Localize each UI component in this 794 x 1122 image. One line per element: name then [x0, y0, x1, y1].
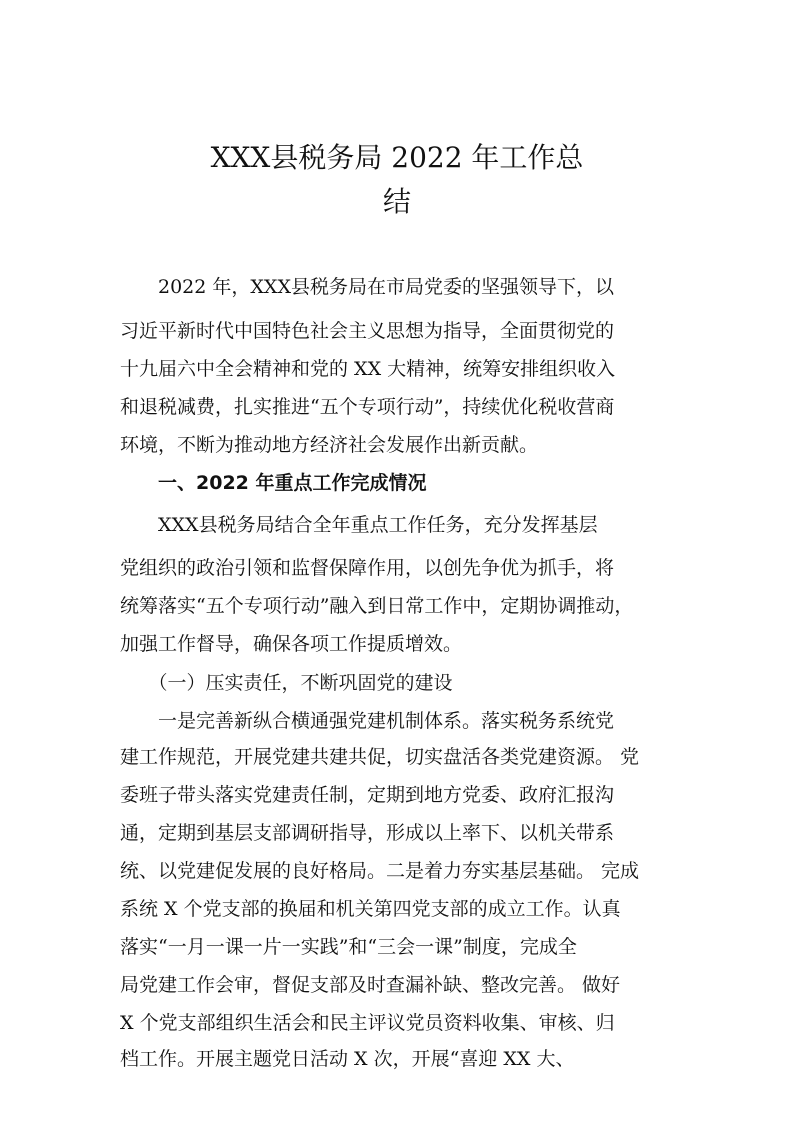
paragraph-line: 一是完善新纵合横通强党建机制体系。落实税务系统党	[120, 710, 615, 732]
document-title-line-1: XXX县税务局 2022 年工作总	[210, 141, 584, 174]
paragraph-line: 落实“一月一课一片一实践”和“三会一课”制度，完成全	[120, 936, 577, 958]
paragraph-line: XXX县税务局结合全年重点工作任务，充分发挥基层	[120, 514, 598, 536]
paragraph-line: 加强工作督导，确保各项工作提质增效。	[120, 633, 463, 655]
paragraph-line: 局党建工作会审，督促支部及时查漏补缺、整改完善。 做好	[120, 974, 621, 996]
paragraph-line: 十九届六中全会精神和党的 XX 大精神，统筹安排组织收入	[120, 358, 616, 380]
paragraph-line: 系统 X 个党支部的换届和机关第四党支部的成立工作。认真	[120, 898, 621, 920]
paragraph-line: 党组织的政治引领和监督保障作用，以创先争优为抓手，将	[120, 557, 615, 579]
subsection-heading: （一）压实责任，不断巩固党的建设	[120, 672, 453, 694]
paragraph-line: 通，定期到基层支部调研指导，形成以上率下、以机关带系	[120, 822, 615, 844]
paragraph-line: 环境，不断为推动地方经济社会发展作出新贡献。	[120, 434, 539, 456]
paragraph-line: 委班子带头落实党建责任制，定期到地方党委、政府汇报沟	[120, 784, 615, 806]
paragraph-line: 统、以党建促发展的良好格局。二是着力夯实基层基础。 完成	[120, 860, 640, 882]
paragraph-line: 建工作规范，开展党建共建共促，切实盘活各类党建资源。 党	[120, 746, 640, 768]
paragraph-line: 习近平新时代中国特色社会主义思想为指导，全面贯彻党的	[120, 320, 615, 342]
paragraph-line: 统筹落实“五个专项行动”融入到日常工作中，定期协调推动，	[120, 595, 634, 617]
document-title-line-2: 结	[382, 185, 411, 218]
paragraph-line: 和退税减费，扎实推进“五个专项行动”，持续优化税收营商	[120, 396, 615, 418]
paragraph-line: X 个党支部组织生活会和民主评议党员资料收集、审核、归	[120, 1012, 615, 1034]
paragraph-line: 档工作。开展主题党日活动 X 次，开展“喜迎 XX 大、	[120, 1048, 575, 1070]
section-heading: 一、2022 年重点工作完成情况	[120, 472, 427, 494]
paragraph-line: 2022 年，XXX县税务局在市局党委的坚强领导下，以	[120, 276, 614, 298]
